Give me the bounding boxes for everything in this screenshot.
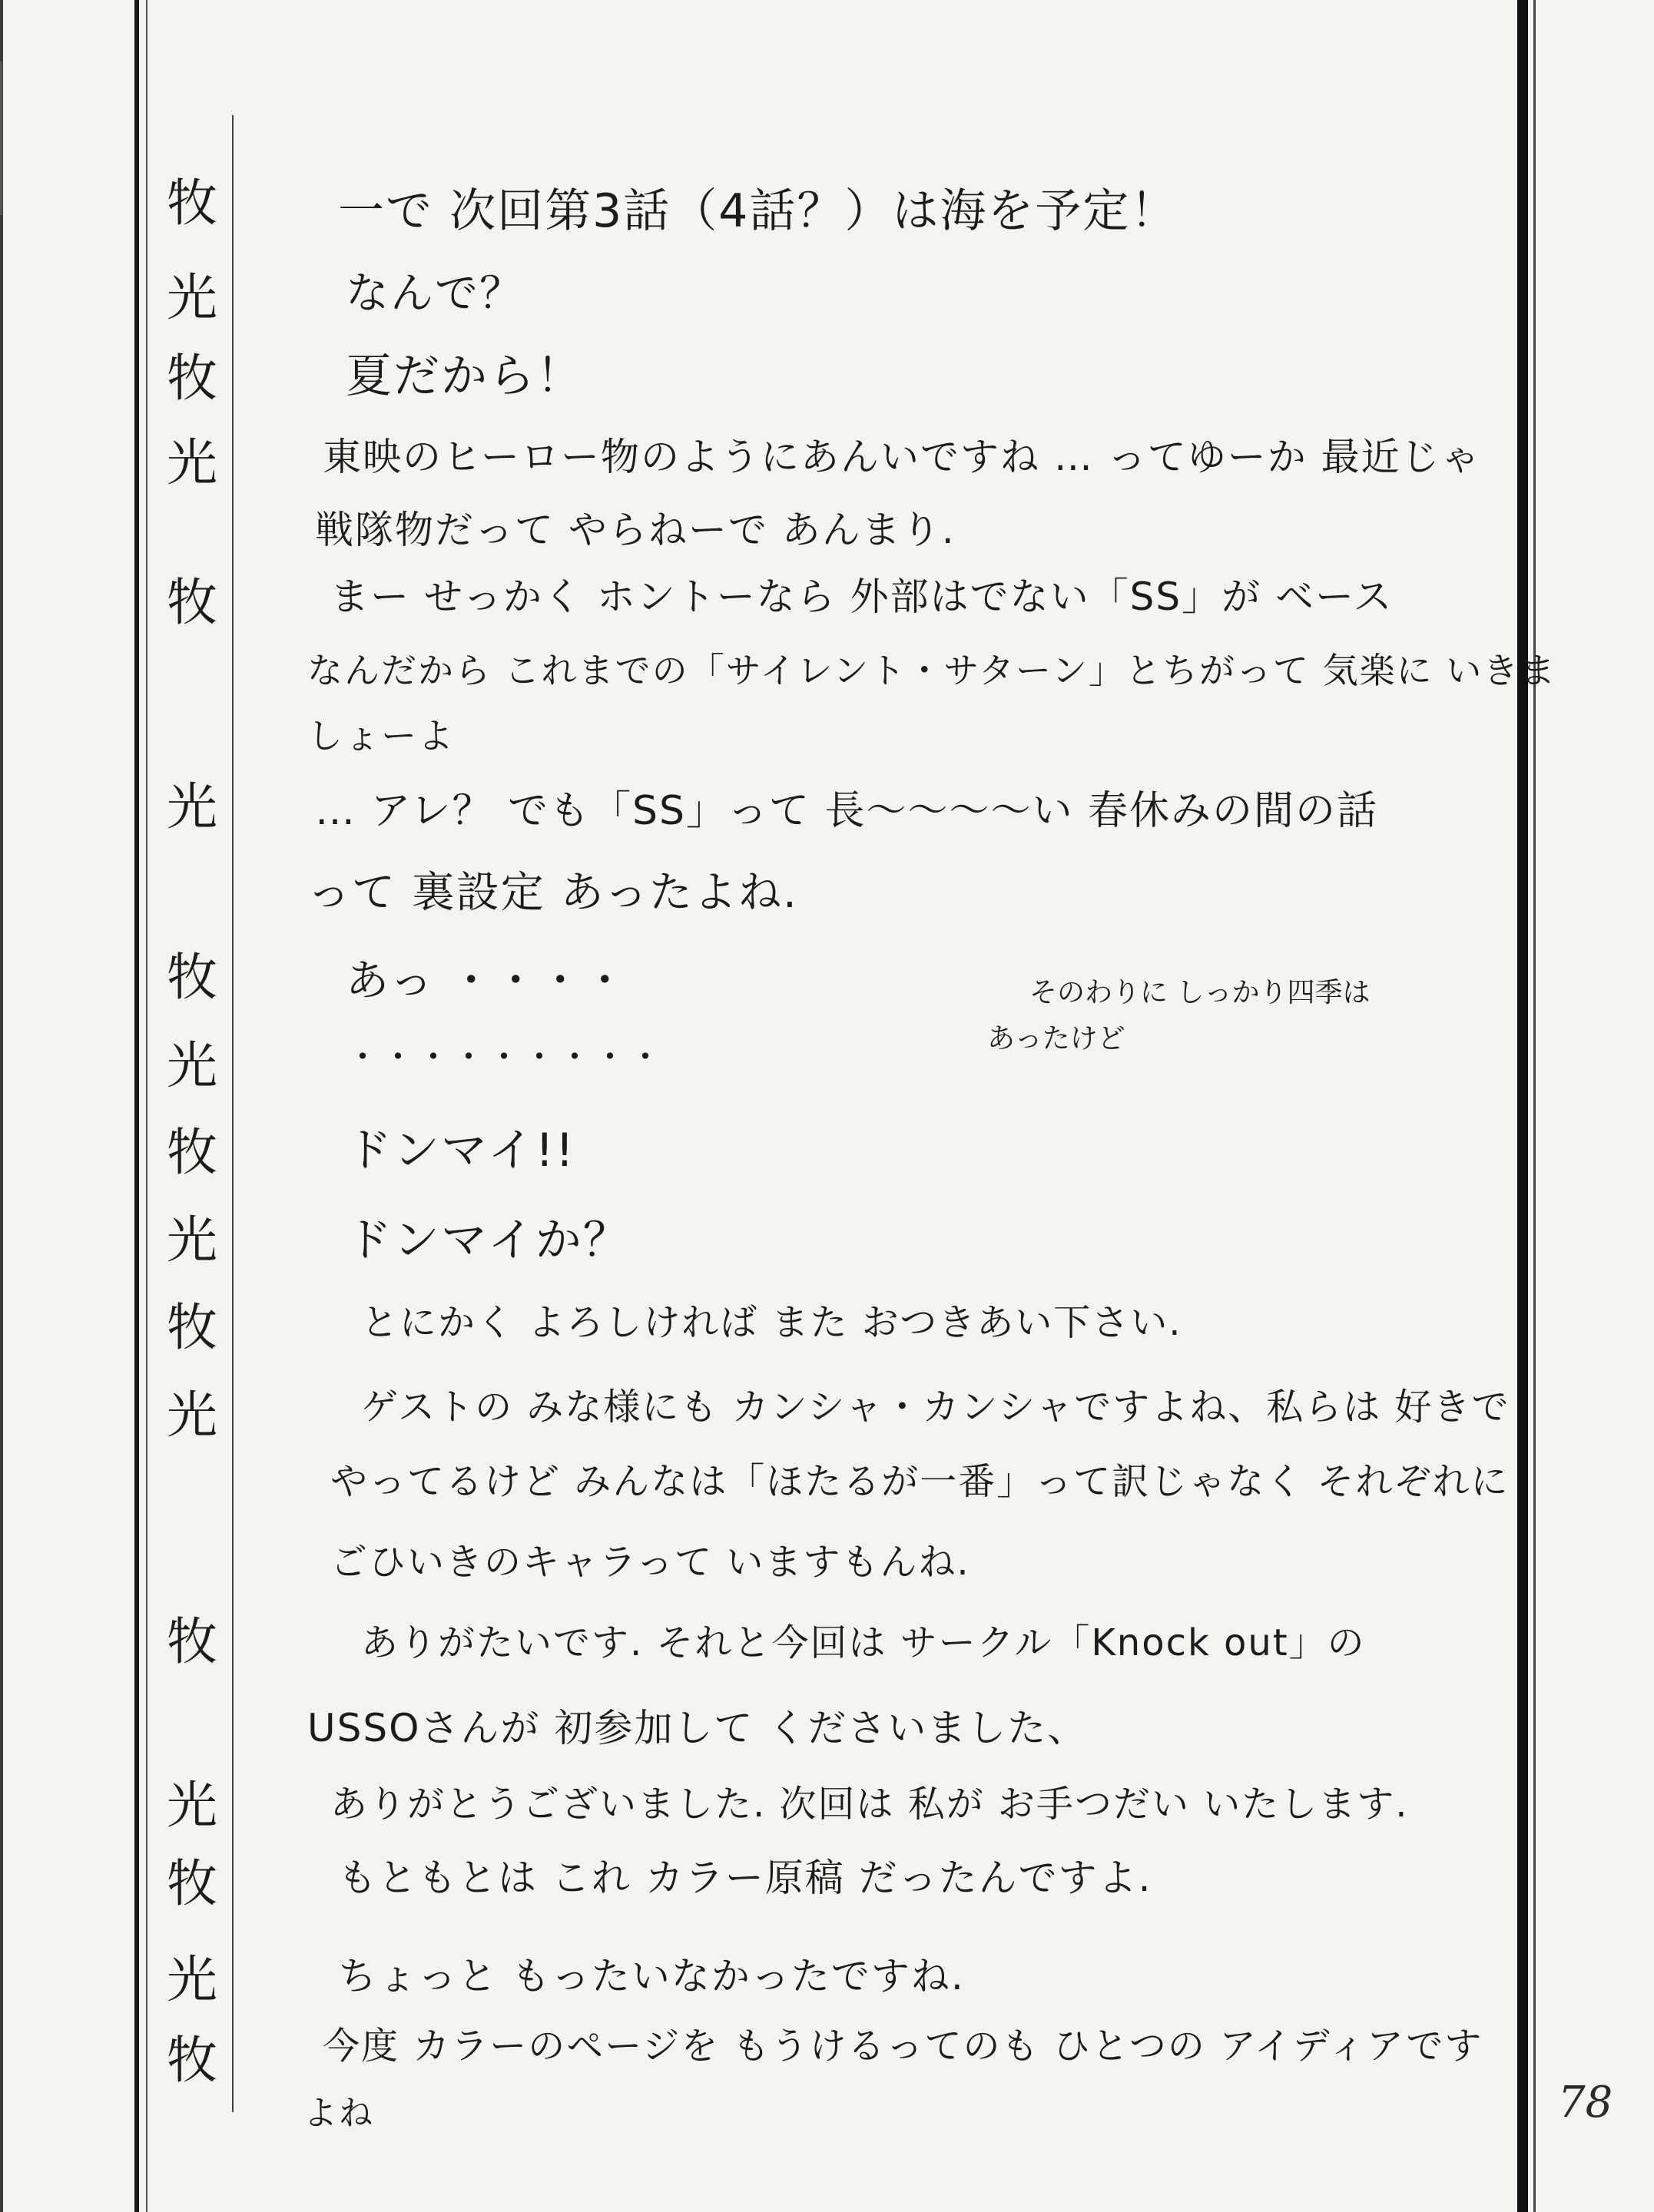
dialogue-line: とにかく よろしければ また おつきあい下さい. [361, 1301, 1182, 1344]
dialogue-line: USSOさんが 初参加して くださいました、 [307, 1706, 1088, 1750]
speaker-label: 牧 [167, 1298, 217, 1357]
page-edge [0, 0, 3, 2212]
side-note-line: そのわりに しっかり四季は [1029, 977, 1371, 1008]
page-number: 78 [1558, 2078, 1613, 2128]
dialogue-line: なんで？ [346, 269, 524, 319]
dialogue-line: 戦隊物だって やらねーで あんまり. [315, 508, 956, 552]
frame-left-border [134, 0, 139, 2212]
speaker-label: 牧 [167, 174, 217, 233]
dialogue-line: あっ ・・・・ [346, 956, 628, 1006]
speaker-label: 光 [167, 777, 217, 836]
speaker-column-divider [232, 115, 234, 2112]
dialogue-line: よね [303, 2094, 374, 2133]
dialogue-line: もともとは これ カラー原稿 だったんですよ. [338, 1856, 1152, 1900]
dialogue-line: … アレ？ でも「SS」って 長〜〜〜〜い 春休みの間の話 [315, 788, 1379, 834]
speaker-label: 牧 [167, 2031, 217, 2090]
speaker-label: 牧 [167, 573, 217, 632]
speaker-label: 光 [167, 1950, 217, 2009]
speaker-label: 牧 [167, 948, 217, 1007]
speaker-label: 牧 [167, 1854, 217, 1913]
speaker-label: 光 [167, 1386, 217, 1445]
dialogue-line: しょーよ [307, 715, 455, 757]
speaker-label: 牧 [167, 1123, 217, 1182]
dialogue-line: まー せっかく ホントーなら 外部はでない「SS」が ベース [330, 575, 1394, 619]
dialogue-line: ありがとうございました. 次回は 私が お手つだい いたします. [330, 1783, 1409, 1826]
dialogue-line: 一で 次回第3話（4話？）は海を予定！ [338, 184, 1178, 238]
frame-right-inner-border [1533, 0, 1536, 2212]
speaker-label: 光 [167, 1036, 217, 1095]
speaker-label: 光 [167, 268, 217, 327]
dialogue-line: ドンマイ!! [346, 1124, 575, 1177]
dialogue-line: ごひいきのキャラって いますもんね. [330, 1541, 970, 1584]
frame-right-border [1517, 0, 1528, 2212]
dialogue-line: ドンマイか？ [346, 1214, 631, 1267]
speaker-label: 牧 [167, 1612, 217, 1671]
speaker-label: 光 [167, 1210, 217, 1270]
page-edge-marks [0, 61, 8, 215]
dialogue-line: 夏だから！ [346, 349, 584, 403]
dialogue-line: ・・・・・・・・・ [346, 1038, 664, 1077]
speaker-label: 牧 [167, 349, 217, 408]
side-note-line: あったけど [987, 1023, 1125, 1055]
dialogue-line: 東映のヒーロー物のようにあんいですね … ってゆーか 最近じゃ [323, 435, 1481, 479]
dialogue-line: 今度 カラーのページを もうけるってのも ひとつの アイディアです [323, 2025, 1483, 2068]
dialogue-line: ゲストの みな様にも カンシャ・カンシャですよね、私らは 好きで [361, 1386, 1510, 1429]
dialogue-line: ありがたいです. それと今回は サークル「Knock out」の [361, 1621, 1366, 1664]
speaker-label: 光 [167, 433, 217, 492]
frame-left-inner-border [146, 0, 148, 2212]
dialogue-line: なんだから これまでの「サイレント・サターン」とちがって 気楽に いきま [307, 650, 1557, 691]
dialogue-line: ちょっと もったいなかったですね. [338, 1954, 965, 1998]
speaker-label: 光 [167, 1776, 217, 1835]
dialogue-line: やってるけど みんなは「ほたるが一番」って訳じゃなく それぞれに [330, 1460, 1510, 1503]
dialogue-line: って 裏設定 あったよね. [307, 868, 798, 918]
